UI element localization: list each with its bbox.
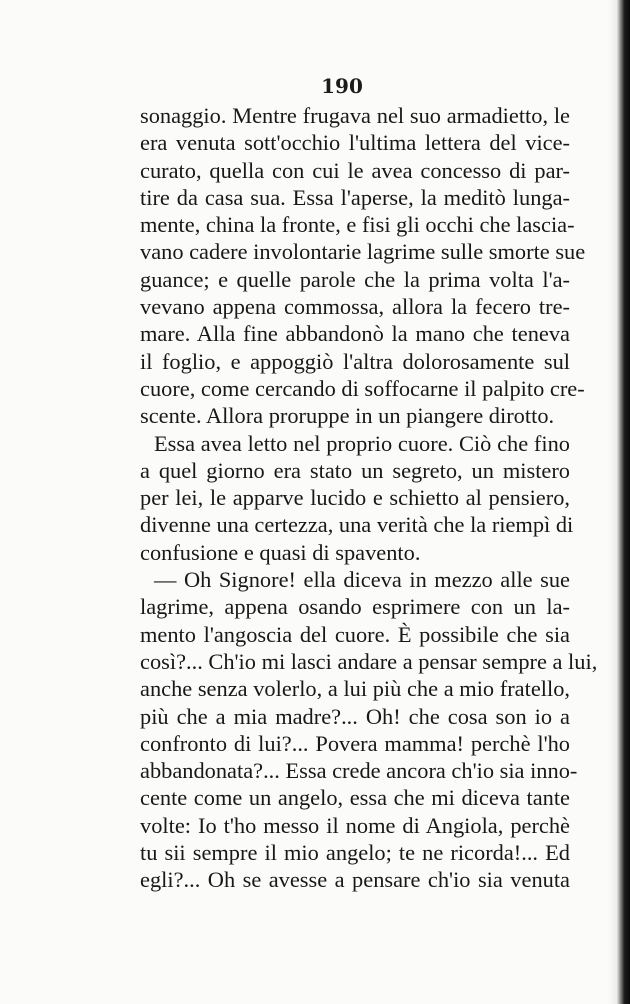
text-line: tu sii sempre il mio angelo; te ne ricorda!... Ed (140, 840, 570, 866)
text-line: curato, quella con cui le avea concesso di par- (140, 157, 570, 183)
text-line: — Oh Signore! ella diceva in mezzo alle sue (154, 567, 570, 593)
text-line: volte: Io t'ho messo il nome di Angiola, perchè (140, 812, 570, 838)
text-line: il foglio, e appoggiò l'altra dolorosamente sul (140, 348, 570, 374)
text-line: cuore, come cercando di soffocarne il palpito cre- (140, 375, 585, 401)
text-line: mente, china la fronte, e fisi gli occhi che lascia- (140, 212, 575, 238)
text-line: era venuta sott'occhio l'ultima lettera del vice- (140, 130, 570, 156)
text-line: cente come un angelo, essa che mi diceva tante (140, 785, 570, 811)
text-line: abbandonata?... Essa crede ancora ch'io sia inno- (140, 758, 578, 784)
page-edge-shadow (608, 0, 630, 1004)
text-line: guance; e quelle parole che la prima volta l'a- (140, 266, 570, 292)
body-text (140, 102, 598, 894)
text-line: mare. Alla fine abbandonò la mano che teneva (140, 321, 570, 347)
text-line: più che a mia madre?... Oh! che cosa son io a (140, 703, 570, 729)
page-number: 190 (321, 74, 363, 98)
text-line: confronto di lui?... Povera mamma! perchè l'ho (140, 730, 570, 756)
text-line: egli?... Oh se avesse a pensare ch'io sia venuta (140, 867, 570, 893)
text-line: scente. Allora proruppe in un piangere dirotto. (140, 403, 555, 429)
text-line: a quel giorno era stato un segreto, un mistero (140, 457, 570, 483)
text-line: confusione e quasi di spavento. (140, 539, 421, 565)
text-line: vevano appena commossa, allora la fecero tre- (140, 294, 570, 320)
text-line: per lei, le apparve lucido e schietto al pensiero, (140, 485, 570, 511)
text-line: lagrime, appena osando esprimere con un la- (140, 594, 570, 620)
text-line: mento l'angoscia del cuore. È possibile che sia (140, 621, 570, 647)
text-line: divenne una certezza, una verità che la riempì di (140, 512, 574, 538)
text-line: così?... Ch'io mi lasci andare a pensar sempre a lui, (140, 648, 598, 674)
text-line: tire da casa sua. Essa l'aperse, la meditò lunga- (140, 184, 570, 210)
text-line: Essa avea letto nel proprio cuore. Ciò che fino (154, 430, 570, 456)
text-line: sonaggio. Mentre frugava nel suo armadietto, le (140, 103, 570, 128)
text-line: anche senza volerlo, a lui più che a mio fratello, (140, 676, 570, 702)
text-line: vano cadere involontarie lagrime sulle smorte sue (140, 239, 586, 265)
